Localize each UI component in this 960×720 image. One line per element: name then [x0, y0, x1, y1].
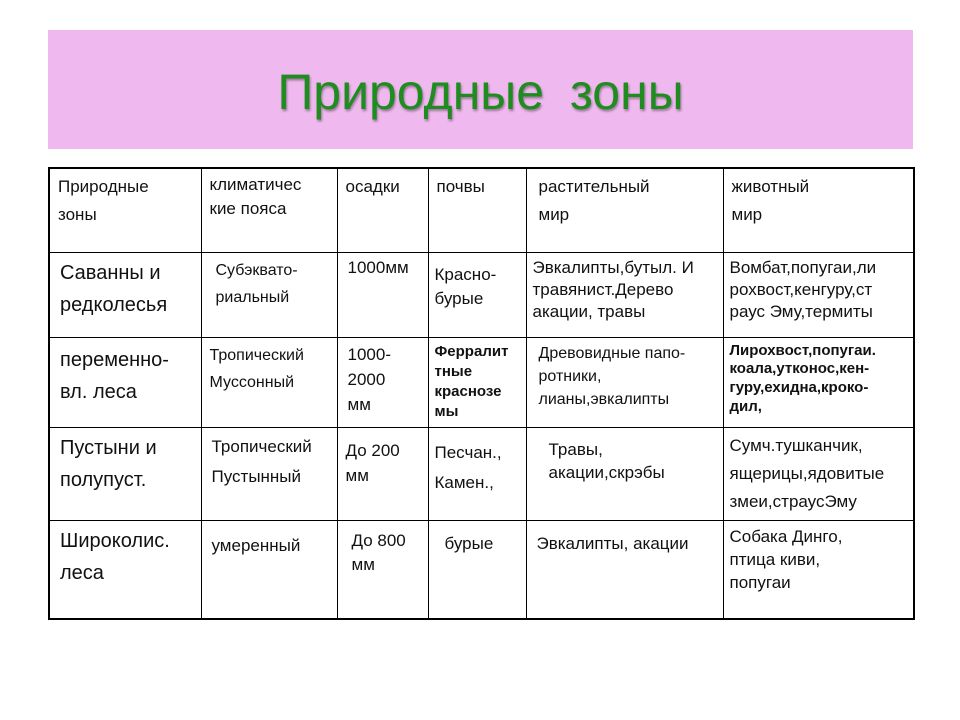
table-cell: Субэквато- риальный	[201, 252, 337, 337]
table-cell: До 200 мм	[337, 427, 428, 520]
table-cell: Собака Динго, птица киви, попугаи	[723, 520, 914, 619]
table-cell: Древовидные папо- ротники, лианы,эвкалипты	[526, 337, 723, 427]
header-cell: растительный мир	[526, 168, 723, 252]
header-cell: климатичес кие пояса	[201, 168, 337, 252]
table-row	[49, 427, 914, 520]
table-row	[49, 252, 914, 337]
header-cell: почвы	[428, 168, 526, 252]
zone-cell: Пустыни и полупуст.	[49, 427, 201, 520]
table-cell: Тропический Пустынный	[201, 427, 337, 520]
table-row	[49, 337, 914, 427]
table-cell: Эвкалипты, акации	[526, 520, 723, 619]
table-row	[49, 520, 914, 619]
table-cell: Красно- бурые	[428, 252, 526, 337]
table-cell: Лирохвост,попугаи. коала,утконос,кен- гуру,ехидна,кроко- дил,	[723, 337, 914, 427]
header-cell: осадки	[337, 168, 428, 252]
table-cell: 1000мм	[337, 252, 428, 337]
table-cell: Вомбат,попугаи,ли рохвост,кенгуру,ст раус Эму,термиты	[723, 252, 914, 337]
table-cell: бурые	[428, 520, 526, 619]
zone-cell: Широколис. леса	[49, 520, 201, 619]
table-cell: 1000- 2000 мм	[337, 337, 428, 427]
header-cell: животный мир	[723, 168, 914, 252]
table-cell: Эвкалипты,бутыл. И травянист.Дерево акации, травы	[526, 252, 723, 337]
table-cell: Песчан., Камен.,	[428, 427, 526, 520]
header-cell: Природные зоны	[49, 168, 201, 252]
title-banner	[48, 30, 913, 149]
page-title: Природные зоны	[277, 63, 684, 120]
table-cell: До 800 мм	[337, 520, 428, 619]
table-cell: Сумч.тушканчик, ящерицы,ядовитые змеи,страусЭму	[723, 427, 914, 520]
zone-cell: переменно- вл. леса	[49, 337, 201, 427]
table-header-row	[49, 168, 914, 252]
table-cell: умеренный	[201, 520, 337, 619]
table-cell: Тропический Муссонный	[201, 337, 337, 427]
natural-zones-table	[48, 167, 915, 620]
zone-cell: Саванны и редколесья	[49, 252, 201, 337]
table-cell: Ферралит тные краснозе мы	[428, 337, 526, 427]
table-cell: Травы, акации,скрэбы	[526, 427, 723, 520]
